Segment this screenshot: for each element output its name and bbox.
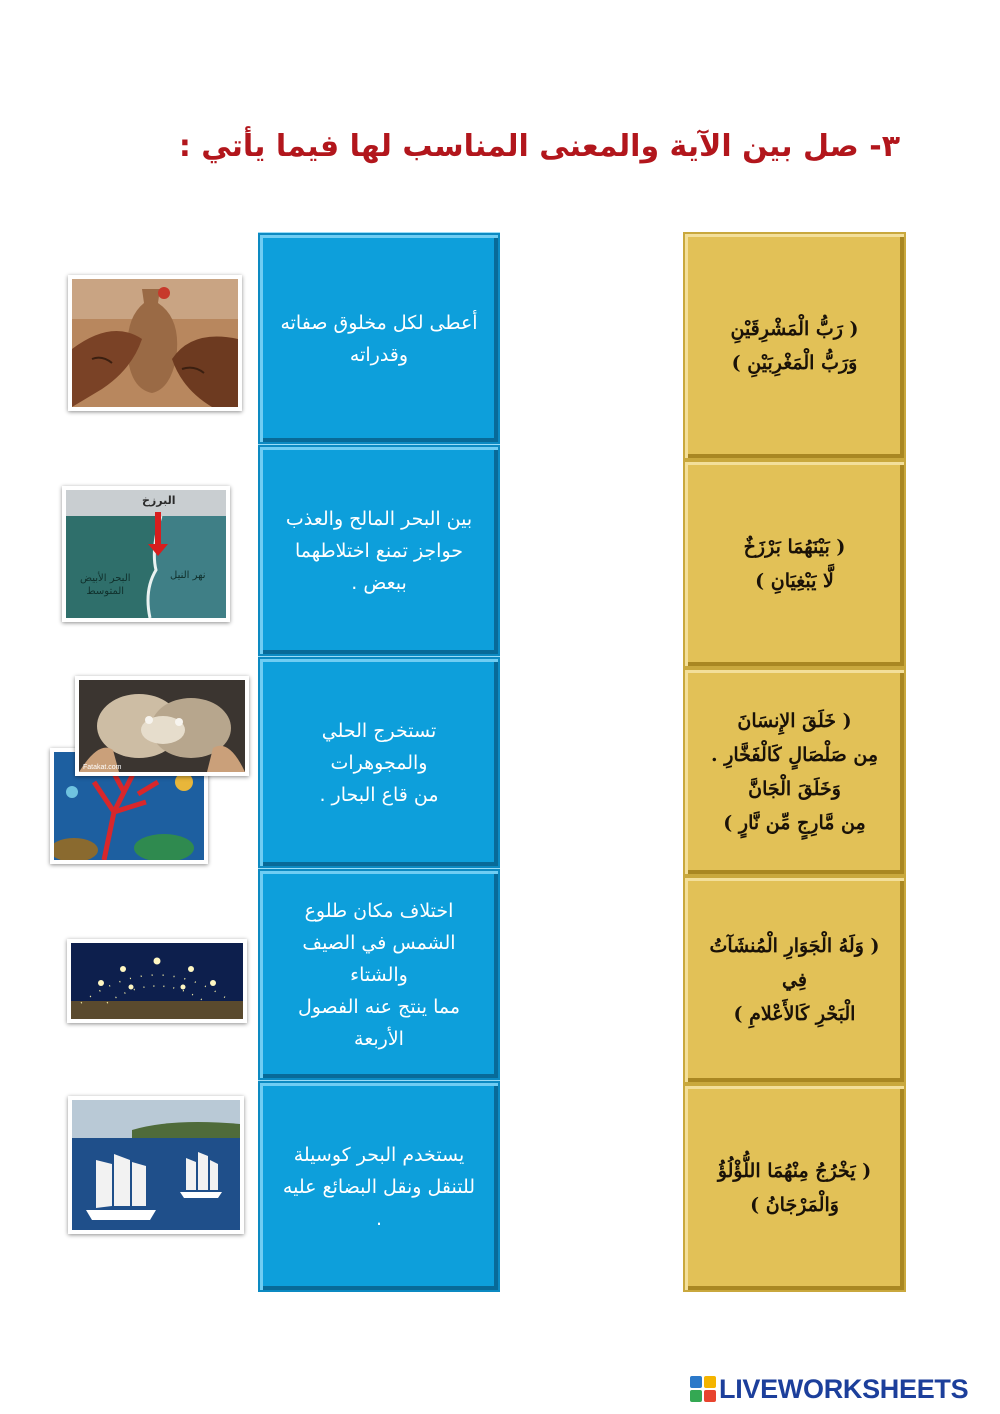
meaning-text-5: يستخدم البحر كوسيلة للتنقل ونقل البضائع عليه .: [282, 1143, 476, 1230]
verse-text-2: ( بَيْنَهُمَا بَرْزَخٌ لَّا يَبْغِيَانِ ): [743, 536, 846, 592]
watermark-text: Fatakat.com: [83, 764, 122, 771]
meaning-box-2[interactable]: [258, 444, 500, 656]
verse-text-3: ( خَلَقَ الإِنسَانَ مِن صَلْصَالٍ كَالْفَخَّارِ . وَخَلَقَ الْجَانَّ مِن مَّارِجٍ مِّن نَّارٍ ): [710, 710, 879, 834]
meaning-box-5[interactable]: [258, 1080, 500, 1292]
verse-box-5[interactable]: [683, 1084, 906, 1292]
nile-label: نهر النيل: [170, 570, 206, 581]
meaning-box-3[interactable]: [258, 656, 500, 868]
meaning-text-4: اختلاف مكان طلوع الشمس في الصيف والشتاء مما ينتج عنه الفصول الأربعة: [297, 899, 461, 1050]
sailing-ships-image: [68, 1096, 244, 1234]
pottery-image: [68, 275, 242, 411]
meaning-text-3: تستخرج الحلي والمجوهرات من قاع البحار .: [319, 719, 439, 806]
verse-box-2[interactable]: [683, 460, 906, 668]
meaning-text-1: أعطى لكل مخلوق صفاته وقدراته: [280, 311, 478, 366]
verse-text-1: ( رَبُّ الْمَشْرِقَيْنِ وَرَبُّ الْمَغْرِبَيْنِ ): [730, 318, 859, 374]
logo-text: LIVEWORKSHEETS: [719, 1373, 969, 1404]
meaning-box-4[interactable]: [258, 868, 500, 1080]
verse-box-3[interactable]: [683, 668, 906, 876]
verse-box-1[interactable]: [683, 232, 906, 460]
verse-text-4: ( وَلَهُ الْجَوَارِ الْمُنشَآتُ فِي الْبَحْرِ كَالأَعْلامِ ): [709, 935, 880, 1025]
logo-grid-icon: [690, 1376, 716, 1402]
barrier-label: البرزخ: [142, 494, 176, 507]
sun-path-image: [67, 939, 247, 1023]
pearl-oyster-image: [75, 676, 249, 776]
meaning-box-1[interactable]: [258, 232, 500, 444]
liveworksheets-logo: [690, 1372, 990, 1406]
meaning-text-2: بين البحر المالح والعذب حواجز تمنع اختلاطهما ببعض .: [285, 507, 473, 594]
mediterranean-label: البحر الأبيض المتوسط: [80, 573, 131, 597]
exercise-title: ٣- صل بين الآية والمعنى المناسب لها فيما يأتي :: [178, 129, 900, 164]
verse-box-4[interactable]: [683, 876, 906, 1084]
verse-text-5: ( يَخْرُجُ مِنْهُمَا اللُّؤْلُؤُ وَالْمَرْجَانُ ): [717, 1160, 872, 1216]
barrier-sea-image: [62, 486, 230, 622]
